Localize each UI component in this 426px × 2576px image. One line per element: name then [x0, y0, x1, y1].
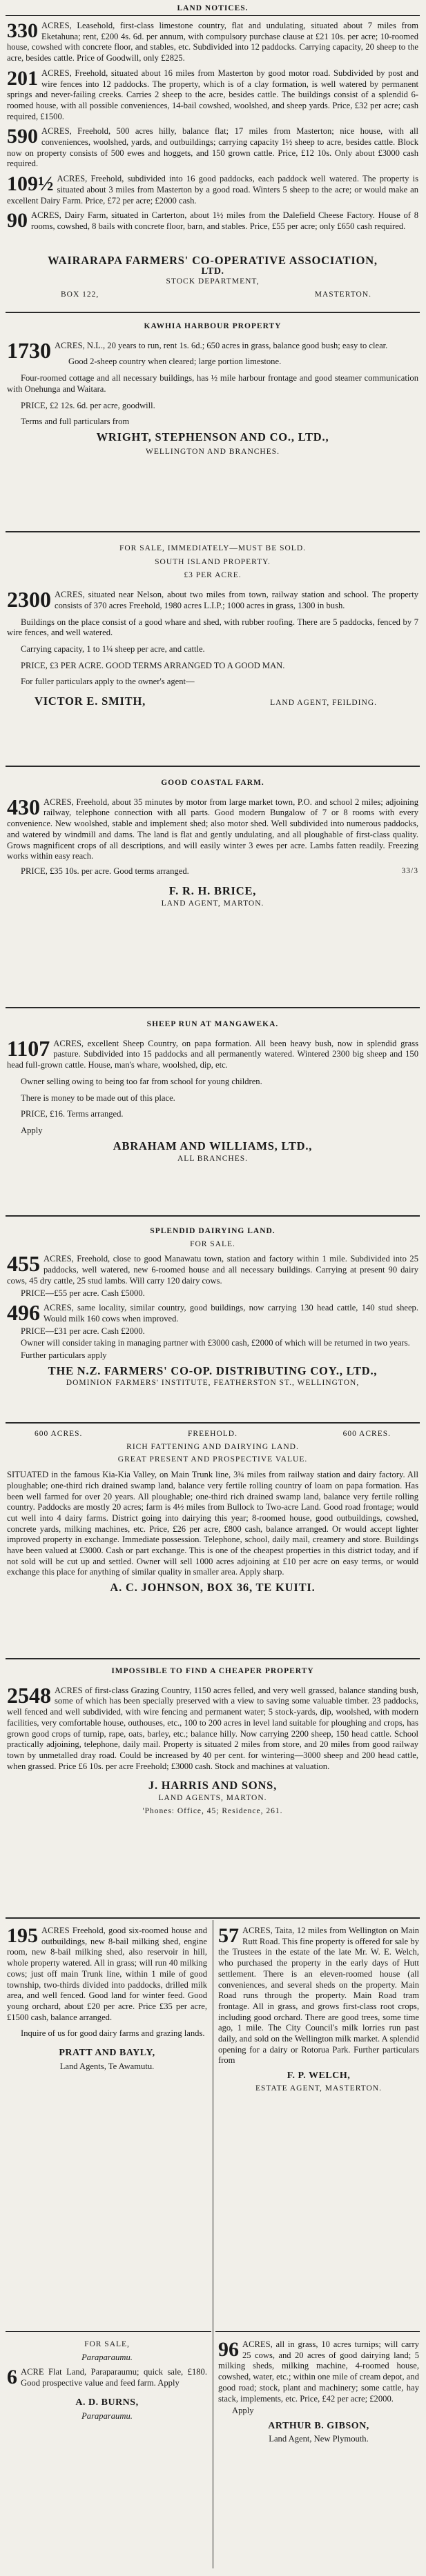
firm-department: STOCK DEPARTMENT,	[166, 277, 260, 286]
divider	[6, 1007, 420, 1008]
ad-heading: FOR SALE,	[84, 2340, 130, 2348]
mangaweka-ad	[7, 1019, 418, 1165]
listing-text: ACRES, Dairy Farm, situated in Carterton, about 1½ miles from the Dalefield Cheese Factory. House of 8 rooms, cowshed, 8 bails with concrete floor, barn, and stables. Price, £55 per acre; only £650 cash required.	[31, 210, 418, 231]
listing-496	[7, 1300, 418, 1326]
ad-title: SPLENDID DAIRYING LAND.	[150, 1227, 275, 1235]
ad-subheading: RICH FATTENING AND DAIRYING LAND.	[126, 1442, 299, 1451]
listing-text: ACRES, all in grass, 10 acres turnips; will carry 25 cows, and 20 acres of good dairying land; 5 milking sheds, milking machine, 4-roomed house, cowshed, water, etc.; within one mile of cream depot, and good road; stock, plant and machinery; some cattle, hay stack, implements, etc. Price, £42 per acre; £2000.	[218, 2339, 419, 2404]
agent-role: LAND AGENT, FEILDING.	[270, 699, 377, 708]
listing-acreage: 201	[7, 66, 38, 90]
listing-195	[7, 1926, 207, 2023]
divider	[215, 2331, 420, 2332]
listing-text: ACRES, Taita, 12 miles from Wellington on Main Rutt Road. This fine property is offered for sale by the Trustees in the estate of the late Mr. W. E. Welch, who purchased the property in the early days of Hutt settlement. There is an eleven-roomed house (all conveniences, and several sheds on the property. Main Road runs through the property. Main Road tram frontage. All in grass, and grows first-class root crops, including good orchard. There are good trees, some time ago, 1 mile. The City Council's milk lorries run past daily, and sold on the Wellington milk market. A splendid opening for a dairy or Rotorua Park. Further particulars from	[218, 1926, 419, 2066]
top-listings	[7, 21, 418, 232]
listing-109	[7, 174, 418, 206]
firm-name: ABRAHAM AND WILLIAMS, LTD.,	[113, 1139, 313, 1152]
firm-town: MASTERTON.	[314, 290, 371, 299]
firm-branches: ALL BRANCHES.	[177, 1155, 249, 1164]
ad-paragraph: Four-roomed cottage and all necessary buildings, has ½ mile harbour frontage and good steamer communication with Onehunga and Waitara.	[7, 373, 418, 394]
ad-heading: FOR SALE.	[190, 1239, 235, 1248]
listing-acreage: 455	[7, 1251, 40, 1277]
ad-price: PRICE, £3 PER ACRE. GOOD TERMS ARRANGED TO A GOOD MAN.	[21, 660, 285, 670]
ad-body: SITUATED in the famous Kia-Kia Valley, on Main Trunk line, 3¾ miles from railway station and dairy factory. All ploughable; one-third rich drained swamp land, balance very fertile rolling country of loam on papa formation. Has been well farmed for over 20 years. All ploughable; one-third rich drained swamp land, balance very fertile rolling country. Paddocks are mostly 20 acres; farm is 4½ miles from Bullock to Two-acre Land. Good road frontage; would cut well into 4 dairy farms. District going into dairying this year; 8-roomed house, good outbuildings, cowshed, concrete yards, milking machines, etc. Price, £26 per acre, £800 cash, balance arranged. Or would accept lighter improved property in exchange. Immediate possession. Telephone, school, daily mail, creamery and store. Buildings have been valued at £3000. Cash or part exchange. This is one of the cheapest properties in this district today, and if not sold will be cut up and settled. Owner will sell 1000 acres adjoining at £10 per acre on easy terms, or would exchange this place for anything of similar quality in smaller area. Apply sharp.	[7, 1470, 418, 1577]
listing-acreage: 6	[7, 2366, 17, 2389]
firm-role: Land Agents, Te Awamutu.	[59, 2061, 155, 2071]
listing-text: ACRES, same locality, similar country, good buildings, now carrying 130 head cattle, 140 stud sheep. Would milk 160 cows when improved.	[43, 1303, 418, 1324]
listing-text: ACRES, Freehold, close to good Manawatu town, station and factory within 1 mile. Subdivided into 25 paddocks, well watered, new 6-roomed house and all necessary buildings. Carrying at present 90 dairy cows, 45 dry cattle, 25 stud lambs. Will carry 120 dairy cows.	[7, 1254, 418, 1286]
firm-name: J. HARRIS AND SONS,	[148, 1779, 278, 1793]
wairarapa-signature	[6, 255, 420, 301]
firm-ltd: LTD.	[201, 266, 224, 277]
agent-name: F. R. H. BRICE,	[168, 883, 257, 897]
divider	[6, 312, 420, 313]
listing-1107	[7, 1035, 418, 1071]
listing-text: ACRES Freehold, good six-roomed house and outbuildings, new 8-bail milking shed, engine room, new 8-bail milking shed, also reservoir in hill, whole property watered. All in grass; will run 40 milking cows; just off main Trunk line, within 1 mile of good township, two-thirds divided into paddocks, drilled milk area, and well fenced. Good land for winter feed. Good young orchard, about £20 per acre. Price £35 per acre, £1500 cash, balance arranged.	[7, 1926, 207, 2022]
listing-text: ACRES of first-class Grazing Country, 1150 acres felled, and very well grassed, balance standing bush, some of which has been specially preserved with a view to saving some valuable timber. 23 paddocks, well fenced and well subdivided, with wire fencing and permanent water; 5 stock-yards, dip, woolshed, with modern facilities, very comfortable house, outhouses, etc., 100 to 200 acres in level land suitable for ploughing and crops, has grown good crops of turnip, rape, oats, barley, etc.; balance hilly. Now carrying 2200 sheep, 150 head cattle. School practically adjoining, telephone, daily mail. Property is situated 2 miles from store, and 20 miles from good railway town by unmetalled dray road. Could be increased by 40 per cent. for wintering—3000 sheep and 200 head cattle, when grassed. Price £6 10s. per acre Freehold; £3000 cash. Stock and machines at valuation.	[7, 1685, 418, 1771]
ad-price: PRICE, £35 10s. per acre. Good terms arranged.	[21, 866, 189, 876]
ad-paragraph: Buildings on the place consist of a good whare and shed, with rubber roofing. There are 5 paddocks, fenced by 7 wire fences, and well watered.	[7, 617, 418, 638]
ad-price: PRICE, £16. Terms arranged.	[21, 1109, 124, 1119]
listing-text: ACRES, Freehold, situated about 16 miles from Masterton by good motor road. Subdivided by post and wire fences into 12 paddocks. The property, which is of a clay formation, is well watered by permanent springs and never-failing creeks. Carries 2 sheep to the acre, besides cattle. The buildings consist of a splendid 6-roomed house, with all possible conveniences, 14-bail cowshed, woolshed, and sheep yards. Price, £32 per acre; cash required, £1500.	[7, 68, 418, 121]
burns-ad	[7, 2339, 207, 2422]
ad-heading: Paraparaumu.	[81, 2352, 133, 2362]
firm-name: WAIRARAPA FARMERS' CO-OPERATIVE ASSOCIATION,	[48, 254, 378, 267]
section-title: LAND NOTICES.	[177, 4, 249, 12]
firm-role: LAND AGENTS, MARTON.	[158, 1794, 267, 1803]
divider	[6, 1422, 420, 1424]
firm-name: PRATT AND BAYLY,	[59, 2048, 155, 2059]
ad-apply: Apply	[21, 1125, 43, 1135]
listing-2300	[7, 587, 418, 612]
kia-kia-ad	[7, 1429, 418, 1593]
firm-address: DOMINION FARMERS' INSTITUTE, FEATHERSTON ST., WELLINGTON,	[66, 1379, 360, 1388]
divider	[6, 766, 420, 767]
ad-heading: FOR SALE, IMMEDIATELY—MUST BE SOLD.	[119, 544, 307, 552]
listing-acreage: 90	[7, 209, 28, 232]
listing-57	[218, 1926, 419, 2066]
listing-acreage: 330	[7, 19, 38, 42]
divider	[6, 1658, 420, 1659]
ad-title: IMPOSSIBLE TO FIND A CHEAPER PROPERTY	[111, 1667, 314, 1675]
agent-role: Land Agent, New Plymouth.	[269, 2433, 369, 2444]
listing-96	[218, 2339, 419, 2404]
ad-heading: £3 PER ACRE.	[184, 571, 242, 580]
ad-paragraph: Carrying capacity, 1 to 1¼ sheep per acre, and cattle.	[21, 643, 205, 654]
ad-heading-left: 600 ACRES.	[35, 1430, 83, 1438]
listing-acreage: 2548	[7, 1682, 51, 1708]
listing-acreage: 57	[218, 1924, 239, 1947]
firm-phones: 'Phones: Office, 45; Residence, 261.	[142, 1806, 283, 1815]
ad-title: GOOD COASTAL FARM.	[161, 779, 264, 787]
ad-title: KAWHIA HARBOUR PROPERTY	[144, 322, 282, 330]
ad-terms: Terms and full particulars from	[21, 417, 130, 427]
listing-text: ACRES, excellent Sheep Country, on papa formation. All been heavy bush, now in splendid grass pasture. Subdivided into 15 paddocks and all permanently watered. Wintered 2300 big sheep and 150 head full-grown cattle. House, man's whare, woolshed, dip, etc.	[7, 1038, 418, 1070]
listing-430	[7, 794, 418, 862]
gibson-ad	[218, 2339, 419, 2444]
listing-590	[7, 126, 418, 170]
agent-place: Paraparaumu.	[81, 2410, 133, 2421]
ad-heading: SOUTH ISLAND PROPERTY.	[155, 557, 271, 566]
ad-paragraph: Good 2-sheep country when cleared; large portion limestone.	[68, 357, 282, 367]
listing-acreage: 109½	[7, 172, 54, 196]
ad-paragraph: Inquire of us for good dairy farms and grazing lands.	[21, 2028, 205, 2039]
listing-text: ACRE Flat Land, Paraparaumu; quick sale, £180. Good prospective value and feed farm. Apply	[21, 2367, 207, 2388]
ad-heading-mid: FREEHOLD.	[188, 1430, 238, 1438]
listing-text: ACRES, Freehold, 500 acres hilly, balance flat; 17 miles from Masterton; nice house, with all conveniences, woolshed, yards, and outbuildings; carrying capacity 1½ sheep to acre, besides cattle. Block now on property consists of 500 ewes and hoggets, and 150 grown cattle. Price, £12 10s. Only about £3000 cash required.	[7, 126, 418, 169]
harris-ad	[7, 1666, 418, 1817]
welch-ad	[218, 1926, 419, 2095]
page-header	[6, 3, 420, 14]
pratt-bayly-ad	[7, 1926, 207, 2072]
divider	[6, 2331, 211, 2332]
divider	[6, 1917, 420, 1919]
dairying-ad	[7, 1226, 418, 1389]
listing-201	[7, 68, 418, 123]
ad-title: SHEEP RUN AT MANGAWEKA.	[146, 1020, 279, 1028]
agent-name: F. P. WELCH,	[287, 2070, 351, 2081]
divider	[6, 531, 420, 532]
ad-heading-right: 600 ACRES.	[342, 1430, 391, 1438]
listing-text: ACRES, Freehold, about 35 minutes by motor from large market town, P.O. and school 2 miles; adjoining railway, telephone connection with all parts. Good modern Bungalow of 7 or 8 rooms with every convenience. New woolshed, stable and implement shed; also motor shed. Well subdivided into numerous paddocks, and watered by windmill and dams. The land is flat and gently undulating, and all ploughable of first-class quality. Grows magnificent crops of all descriptions, and will easily winter 3 ewes per acre. Lambs fatten readily. Freezing works within easy reach.	[7, 797, 418, 861]
firm-branches: WELLINGTON AND BRANCHES.	[145, 447, 280, 456]
south-island-ad	[7, 543, 418, 709]
listing-90	[7, 210, 418, 232]
listing-text: ACRES, situated near Nelson, about two miles from town, railway station and school. The property consists of 370 acres Freehold, 1980 acres L.I.P.; 1000 acres in grass, 1300 in bush.	[55, 590, 418, 610]
ad-subheading: GREAT PRESENT AND PROSPECTIVE VALUE.	[117, 1455, 308, 1464]
ad-code: 33/3	[401, 866, 418, 875]
listing-text: ACRES, N.L., 20 years to run, rent 1s. 6d.; 650 acres in grass, balance good bush; easy to clear.	[55, 340, 388, 350]
listing-330	[7, 21, 418, 64]
listing-acreage: 1730	[7, 337, 51, 363]
ad-apply: Further particulars apply	[21, 1350, 107, 1361]
coastal-ad	[7, 778, 418, 910]
firm-name: THE N.Z. FARMERS' CO-OP. DISTRIBUTING COY., LTD.,	[48, 1364, 378, 1377]
listing-acreage: 496	[7, 1300, 40, 1326]
ad-price: PRICE, £2 12s. 6d. per acre, goodwill.	[21, 400, 155, 410]
agent-name: ARTHUR B. GIBSON,	[268, 2420, 369, 2431]
listing-text: ACRES, Leasehold, first-class limestone country, flat and undulating, situated about 7 miles from Eketahuna; rent, £200 4s. 6d. per annum, with compulsory purchase clause at £21 10s. per acre; 10-roomed house, cowshed with concrete floor, and stables, etc. Subdivided into 12 paddocks. Carrying capacity, 20 sheep to the acre, besides cattle. Price of Goodwill, only £2825.	[7, 21, 418, 63]
agent-name: A. D. BURNS,	[75, 2397, 139, 2408]
agent-role: ESTATE AGENT, MASTERTON.	[255, 2084, 382, 2093]
listing-455	[7, 1251, 418, 1286]
agent-role: LAND AGENT, MARTON.	[161, 899, 264, 908]
agent-name: VICTOR E. SMITH,	[35, 695, 146, 708]
listing-acreage: 96	[218, 2338, 239, 2361]
listing-acreage: 430	[7, 794, 40, 819]
listing-acreage: 1107	[7, 1035, 50, 1061]
ad-apply: For fuller particulars apply to the owner's agent—	[21, 677, 195, 687]
ad-paragraph: Owner will consider taking in managing partner with £3000 cash, £2000 of which will be returned in two years.	[21, 1338, 410, 1348]
ad-paragraph: Owner selling owing to being too far from school for young children.	[21, 1076, 262, 1086]
listing-acreage: 590	[7, 125, 38, 148]
ad-price: PRICE—£55 per acre. Cash £5000.	[21, 1288, 145, 1298]
ad-price: PRICE—£31 per acre. Cash £2000.	[21, 1326, 145, 1336]
listing-acreage: 195	[7, 1924, 38, 1947]
listing-acreage: 2300	[7, 587, 51, 612]
firm-box: BOX 122,	[61, 290, 99, 299]
agent-name: A. C. JOHNSON, BOX 36, TE KUITI.	[110, 1581, 316, 1595]
listing-text: ACRES, Freehold, subdivided into 16 good paddocks, each paddock well watered. The property is situated about 3 miles from Masterton by a good road. Winters 5 sheep to the acre; or would make an excellent Dairy Farm. Price, £72 per acre; £2000 cash.	[7, 174, 418, 206]
divider	[6, 15, 420, 16]
ad-apply: Apply	[232, 2406, 254, 2416]
kawhia-ad	[7, 321, 418, 457]
ad-paragraph: There is money to be made out of this place.	[21, 1092, 175, 1103]
divider	[6, 1215, 420, 1217]
firm-name: WRIGHT, STEPHENSON AND CO., LTD.,	[96, 430, 329, 443]
listing-6	[7, 2367, 207, 2388]
listing-2548	[7, 1682, 418, 1773]
